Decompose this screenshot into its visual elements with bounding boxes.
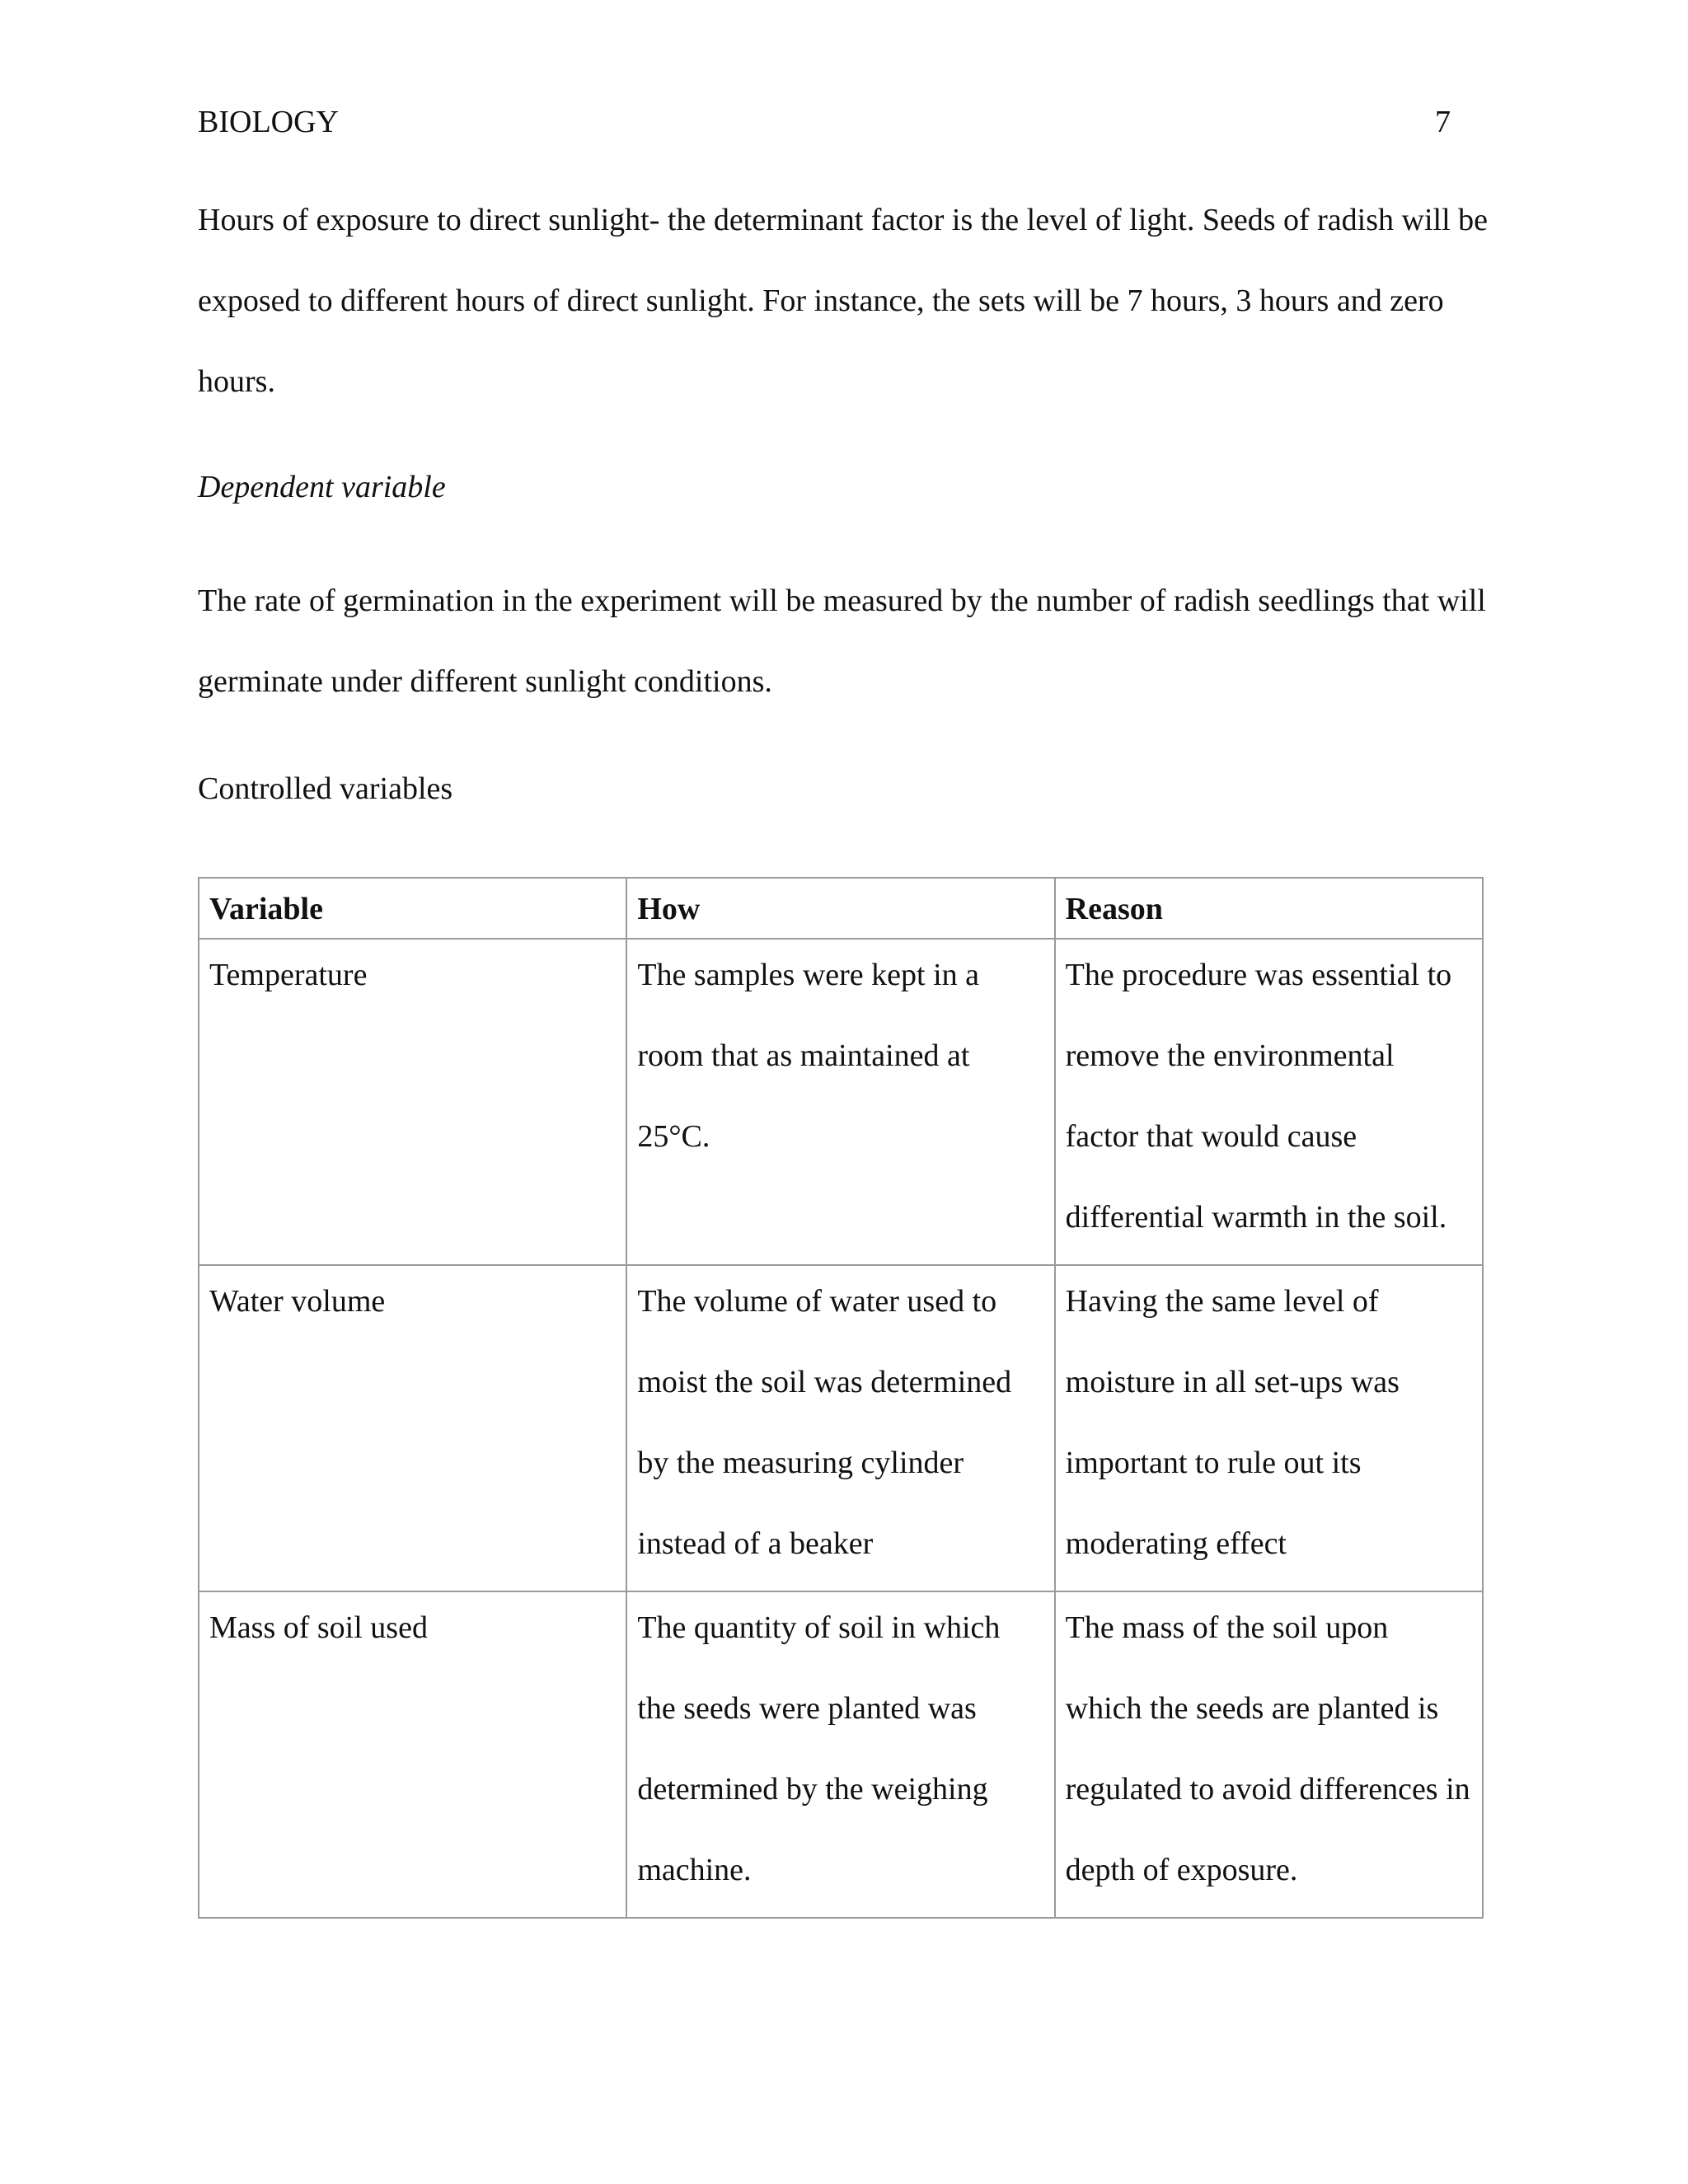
- cell-reason-text: The procedure was essential to remove the environmental factor that would cause differential warmth in the soil.: [1065, 958, 1452, 1235]
- table-row: [199, 1591, 1483, 1918]
- table-row: [199, 1265, 1483, 1591]
- cell-reason: [1055, 1265, 1483, 1591]
- cell-how: [626, 1265, 1054, 1591]
- cell-reason: [1055, 939, 1483, 1265]
- paragraph-dependent-text: The rate of germination in the experiment will be measured by the number of radish seedlings that will germinate under different sunlight conditions.: [198, 583, 1486, 699]
- paragraph-independent-text: Hours of exposure to direct sunlight- the determinant factor is the level of light. Seeds of radish will be exposed to different hours of direct sunlight. For instance, the sets will be 7 hours, 3 hours and zero hours.: [198, 203, 1488, 399]
- paragraph-independent-variable: [198, 180, 1500, 422]
- cell-reason: [1055, 1591, 1483, 1918]
- cell-variable: [199, 939, 626, 1265]
- cell-variable: [199, 1591, 626, 1918]
- column-header-reason: Reason: [1055, 878, 1483, 939]
- heading-dependent-variable: Dependent variable: [198, 470, 446, 504]
- table-row: [199, 939, 1483, 1265]
- paragraph-dependent-variable: [198, 560, 1500, 722]
- controlled-variables-table: [198, 877, 1484, 1919]
- cell-variable-text: Mass of soil used: [209, 1610, 428, 1645]
- page-number: 7: [1435, 105, 1451, 139]
- cell-how-text: The volume of water used to moist the soil was determined by the measuring cylinder instead of a beaker: [637, 1284, 1012, 1561]
- cell-how-text: The quantity of soil in which the seeds were planted was determined by the weighing machine.: [637, 1610, 1001, 1887]
- heading-controlled-variables: Controlled variables: [198, 771, 453, 806]
- column-header-variable: Variable: [199, 878, 626, 939]
- running-head-title: BIOLOGY: [198, 105, 339, 139]
- column-header-how: How: [626, 878, 1054, 939]
- table-header-row: [199, 878, 1483, 939]
- cell-variable-text: Temperature: [209, 958, 368, 992]
- cell-how: [626, 939, 1054, 1265]
- cell-variable-text: Water volume: [209, 1284, 386, 1319]
- cell-variable: [199, 1265, 626, 1591]
- cell-how-text: The samples were kept in a room that as maintained at 25°C.: [637, 958, 980, 1154]
- cell-how: [626, 1591, 1054, 1918]
- cell-reason-text: Having the same level of moisture in all set-ups was important to rule out its moderating effect: [1065, 1284, 1400, 1561]
- cell-reason-text: The mass of the soil upon which the seeds are planted is regulated to avoid differences in depth of exposure.: [1065, 1610, 1470, 1887]
